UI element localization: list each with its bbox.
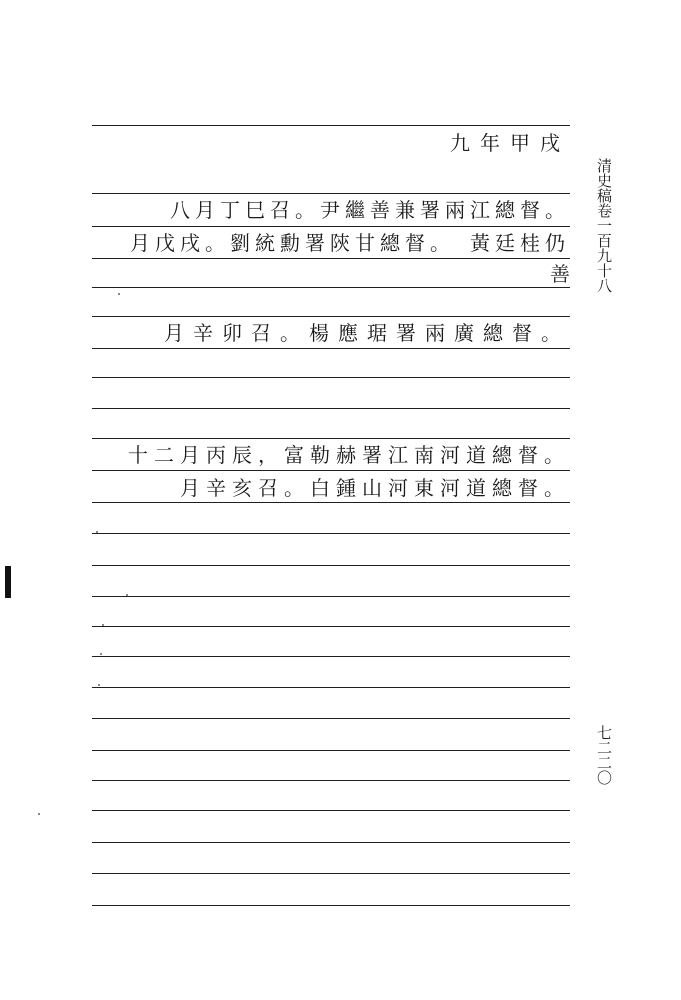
rule-line <box>92 718 570 719</box>
rule-line <box>92 687 570 688</box>
rule-line <box>92 438 570 439</box>
entry-row: 善 <box>550 262 570 286</box>
scan-speck <box>126 594 128 596</box>
rule-line <box>92 750 570 751</box>
entry-row: 八月丁巳召。尹繼善兼署兩江總督。 <box>170 198 570 222</box>
rule-line <box>92 596 570 597</box>
rule-line <box>92 226 570 227</box>
rule-line <box>92 656 570 657</box>
year-heading: 九年甲戌 <box>450 131 570 155</box>
rule-line <box>92 193 570 194</box>
rule-line <box>92 780 570 781</box>
entry-row: 十二月丙辰，富勒赫署江南河道總督。 <box>128 443 570 467</box>
scan-speck <box>102 624 104 626</box>
rule-line <box>92 905 570 906</box>
scan-speck <box>118 293 120 295</box>
entry-row: 月辛卯召。楊應琚署兩廣總督。 <box>164 321 570 345</box>
rule-line <box>92 842 570 843</box>
rule-line <box>92 502 570 503</box>
rule-line <box>92 125 570 126</box>
binding-mark <box>5 566 11 598</box>
rule-line <box>92 348 570 349</box>
rule-line <box>92 287 570 288</box>
scan-speck <box>96 531 98 533</box>
page-number: 七二二〇 <box>595 725 613 785</box>
rule-line <box>92 377 570 378</box>
rule-line <box>92 810 570 811</box>
rule-line <box>92 533 570 534</box>
entry-row: 月戊戌。劉統勳署陝甘總督。 黃廷桂仍 <box>130 231 570 255</box>
rule-line <box>92 873 570 874</box>
rule-line <box>92 408 570 409</box>
scan-speck <box>98 684 100 686</box>
rule-line <box>92 470 570 471</box>
rule-line <box>92 258 570 259</box>
rule-line <box>92 626 570 627</box>
scan-speck <box>38 813 40 815</box>
entry-row: 月辛亥召。白鍾山河東河道總督。 <box>180 476 570 500</box>
rule-line <box>92 565 570 566</box>
rule-line <box>92 316 570 317</box>
scan-speck <box>100 653 102 655</box>
book-title-vertical: 清史稿卷一百九十八 <box>595 158 613 293</box>
